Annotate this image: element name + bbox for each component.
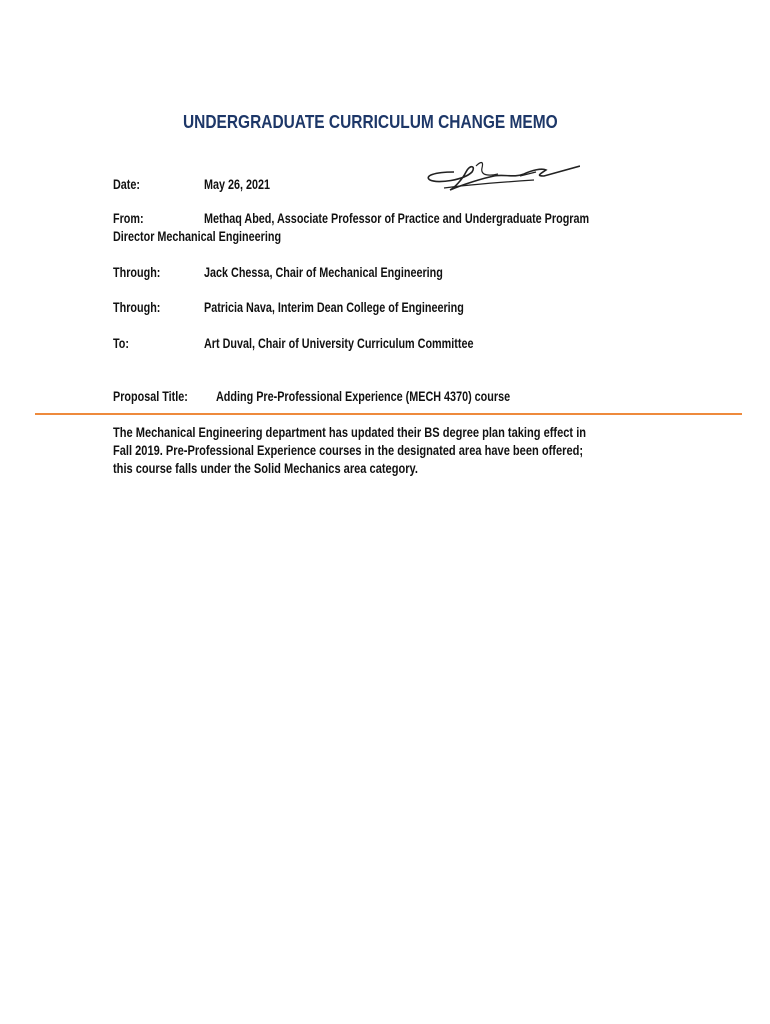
through2-label: Through: (113, 300, 161, 315)
body-line: this course falls under the Solid Mechanics area category. (113, 461, 418, 476)
through1-value: Jack Chessa, Chair of Mechanical Engineering (204, 265, 443, 280)
from-label: From: (113, 211, 144, 226)
signature-image (424, 158, 580, 194)
from-value-line2: Director Mechanical Engineering (113, 229, 282, 244)
through2-value: Patricia Nava, Interim Dean College of Engineering (204, 300, 464, 315)
proposal-label: Proposal Title: (113, 389, 188, 404)
from-value-line1: Methaq Abed, Associate Professor of Practice and Undergraduate Program (204, 211, 590, 226)
divider-rule (35, 413, 742, 415)
memo-title: UNDERGRADUATE CURRICULUM CHANGE MEMO (183, 112, 558, 132)
body-line: Fall 2019. Pre-Professional Experience courses in the designated area have been offered; (113, 443, 584, 458)
to-label: To: (113, 336, 129, 351)
date-label: Date: (113, 177, 141, 192)
proposal-value: Adding Pre-Professional Experience (MECH 4370) course (216, 389, 511, 404)
to-value: Art Duval, Chair of University Curriculum Committee (204, 336, 474, 351)
date-value: May 26, 2021 (204, 177, 271, 192)
through1-label: Through: (113, 265, 161, 280)
body-line: The Mechanical Engineering department has updated their BS degree plan taking effect in (113, 425, 587, 440)
